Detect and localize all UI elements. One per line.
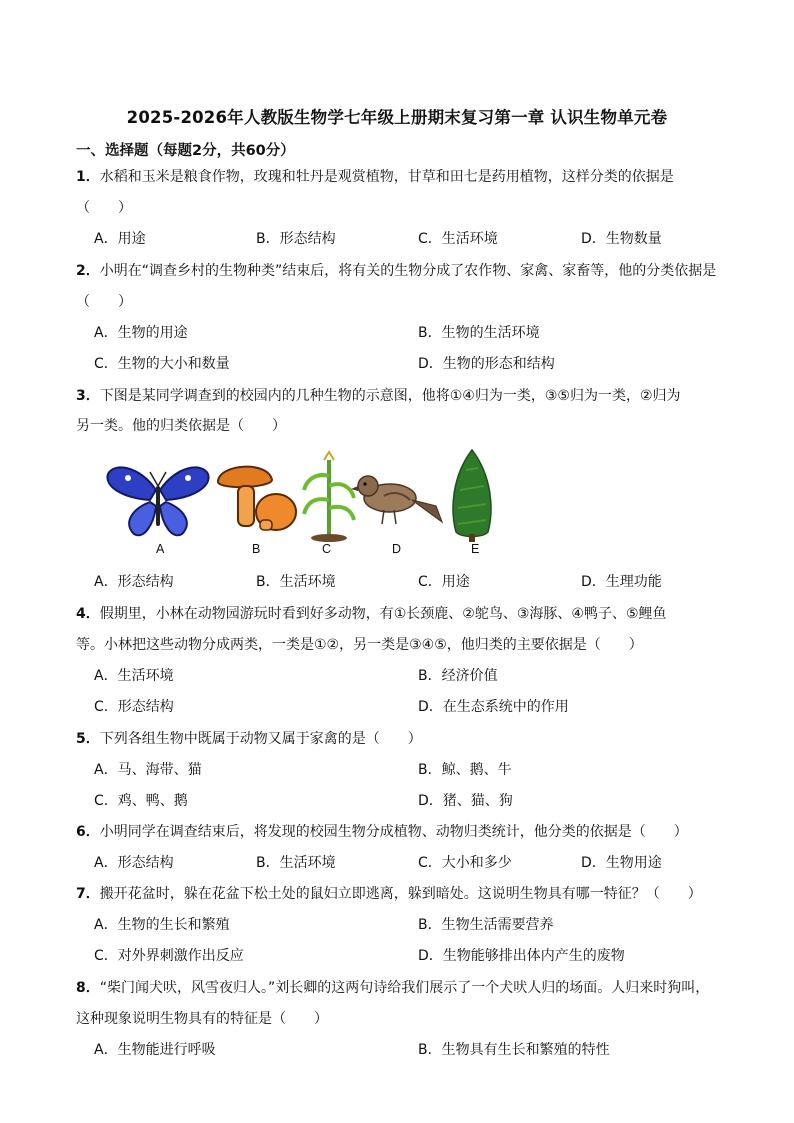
question-6-line-1: 6．小明同学在调查结束后，将发现的校园生物分成植物、动物归类统计，他分类的依据是（ ） — [76, 824, 688, 840]
mushroom-image — [218, 467, 296, 530]
butterfly-image — [107, 467, 208, 535]
question-number: 8． — [76, 980, 100, 996]
question-4-line-2: 等。小林把这些动物分成两类，一类是①②，另一类是③④⑤，他归类的主要依据是（ ） — [76, 637, 643, 653]
section-heading: 一、选择题（每题2分，共60分） — [76, 143, 295, 159]
question-2-line-2: （ ） — [76, 294, 132, 310]
option-a[interactable]: A．形态结构 — [94, 855, 174, 871]
question-number: 3． — [76, 388, 100, 404]
option-d[interactable]: D．在生态系统中的作用 — [418, 699, 569, 715]
option-a[interactable]: A．生物能进行呼吸 — [94, 1042, 216, 1058]
option-b[interactable]: B．鲸、鹅、牛 — [418, 762, 512, 778]
question-8-line-1: 8．“柴门闻犬吠，风雪夜归人。”刘长卿的这两句诗给我们展示了一个犬吠人归的场面。人归来时狗叫， — [76, 980, 710, 996]
question-number: 5． — [76, 731, 100, 747]
option-d[interactable]: D．生物能够排出体内产生的废物 — [418, 948, 625, 964]
figure-label-a: A — [156, 542, 165, 556]
question-number: 2． — [76, 263, 100, 279]
option-c[interactable]: C．生物的大小和数量 — [94, 356, 230, 372]
figure-label-b: B — [252, 542, 261, 556]
option-a[interactable]: A．生物的生长和繁殖 — [94, 917, 230, 933]
option-c[interactable]: C．对外界刺激作出反应 — [94, 948, 244, 964]
organisms-figure — [100, 446, 520, 566]
option-b[interactable]: B．生物的生活环境 — [418, 325, 540, 341]
option-c[interactable]: C．鸡、鸭、鹅 — [94, 793, 188, 809]
question-3-line-1: 3．下图是某同学调查到的校园内的几种生物的示意图，他将①④归为一类，③⑤归为一类，②归为 — [76, 388, 681, 404]
option-b[interactable]: B．经济价值 — [418, 668, 498, 684]
option-d[interactable]: D．生物数量 — [581, 231, 662, 247]
option-d[interactable]: D．生理功能 — [581, 574, 662, 590]
question-number: 4． — [76, 606, 100, 622]
question-1-line-2: （ ） — [76, 200, 132, 216]
question-1-line-1: 1．水稻和玉米是粮食作物，玫瑰和牡丹是观赏植物，甘草和田七是药用植物，这样分类的依据是 — [76, 169, 674, 185]
option-b[interactable]: B．形态结构 — [256, 231, 336, 247]
option-c[interactable]: C．形态结构 — [94, 699, 174, 715]
option-b[interactable]: B．生物具有生长和繁殖的特性 — [418, 1042, 610, 1058]
question-8-line-2: 这种现象说明生物具有的特征是（ ） — [76, 1011, 328, 1027]
option-b[interactable]: B．生物生活需要营养 — [418, 917, 554, 933]
figure-label-c: C — [322, 542, 332, 556]
question-7-line-1: 7．搬开花盆时，躲在花盆下松土处的鼠妇立即逃离，躲到暗处。这说明生物具有哪一特征？（ ） — [76, 886, 702, 902]
option-a[interactable]: A．生物的用途 — [94, 325, 188, 341]
option-a[interactable]: A．形态结构 — [94, 574, 174, 590]
option-a[interactable]: A．生活环境 — [94, 668, 174, 684]
option-b[interactable]: B．生活环境 — [256, 574, 336, 590]
question-number: 6． — [76, 824, 100, 840]
corn-plant-image — [304, 452, 354, 542]
option-d[interactable]: D．生物的形态和结构 — [418, 356, 555, 372]
option-d[interactable]: D．生物用途 — [581, 855, 662, 871]
question-number: 7． — [76, 886, 100, 902]
question-3-line-2: 另一类。他的归类依据是（ ） — [76, 418, 286, 434]
question-5-line-1: 5．下列各组生物中既属于动物又属于家禽的是（ ） — [76, 731, 422, 747]
figure-label-d: D — [392, 542, 402, 556]
option-b[interactable]: B．生活环境 — [256, 855, 336, 871]
option-c[interactable]: C．用途 — [418, 574, 470, 590]
option-c[interactable]: C．生活环境 — [418, 231, 498, 247]
sparrow-image — [351, 476, 442, 524]
conifer-tree-image — [453, 450, 491, 542]
option-a[interactable]: A．用途 — [94, 231, 146, 247]
option-c[interactable]: C．大小和多少 — [418, 855, 512, 871]
figure-label-e: E — [471, 542, 480, 556]
exam-title: 2025-2026年人教版生物学七年级上册期末复习第一章 认识生物单元卷 — [126, 108, 668, 127]
option-a[interactable]: A．马、海带、猫 — [94, 762, 202, 778]
question-4-line-1: 4．假期里，小林在动物园游玩时看到好多动物，有①长颈鹿、②鸵鸟、③海豚、④鸭子、⑤鲤鱼 — [76, 606, 667, 622]
question-2-line-1: 2．小明在“调查乡村的生物种类”结束后，将有关的生物分成了农作物、家禽、家畜等，他的分类依据是 — [76, 263, 717, 279]
question-number: 1． — [76, 169, 100, 185]
option-d[interactable]: D．猪、猫、狗 — [418, 793, 513, 809]
